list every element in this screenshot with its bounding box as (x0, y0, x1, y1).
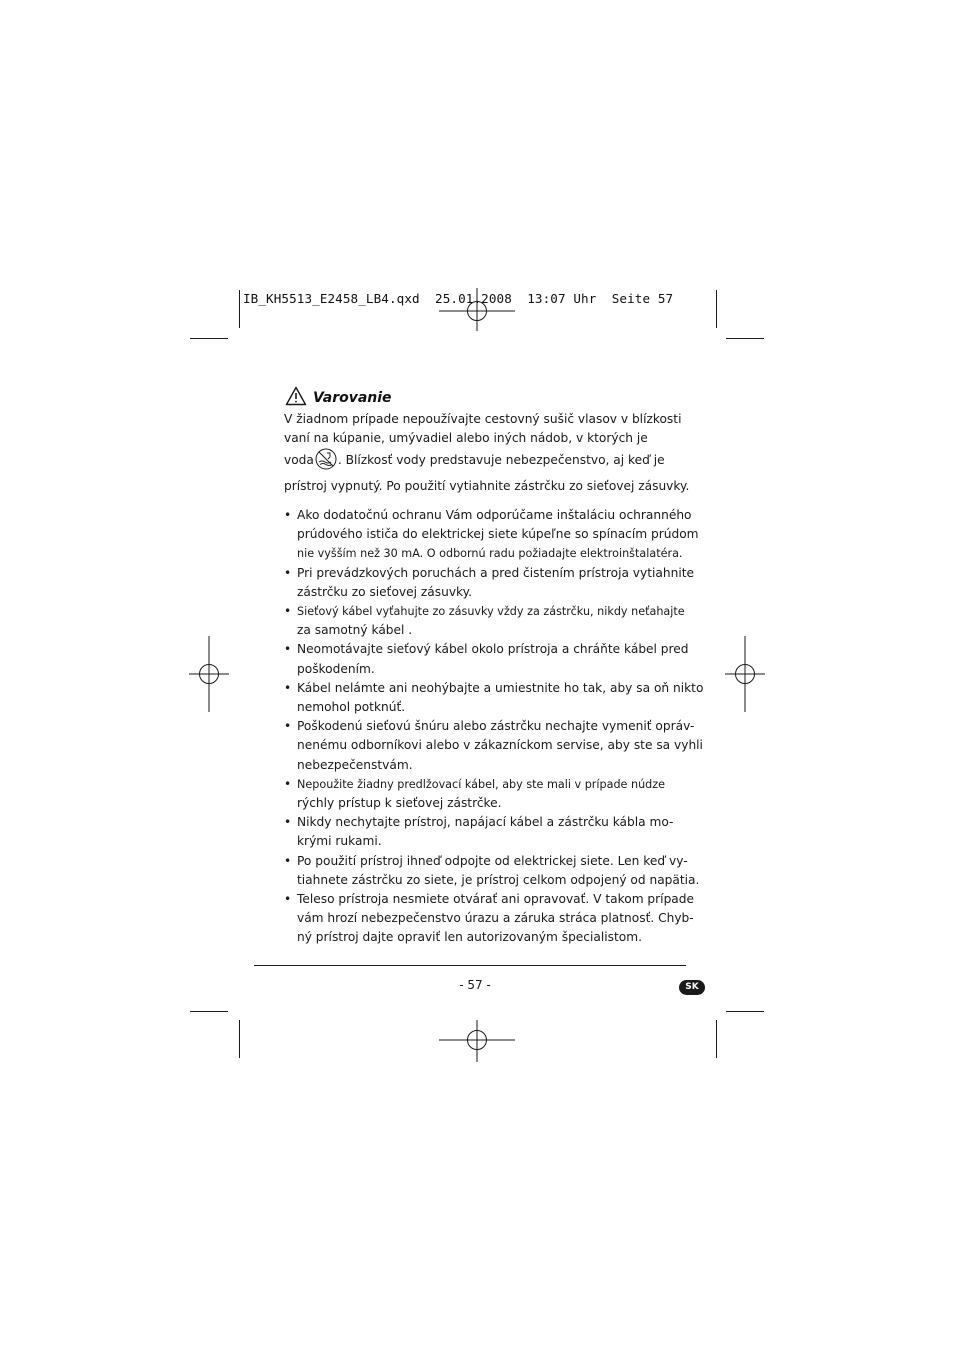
list-item (284, 775, 684, 813)
list-item-line: Nepoužite žiadny predlžovací kábel, aby ste mali v prípade núdze (297, 777, 666, 791)
bullet-icon: • (284, 565, 292, 580)
bullet-icon: • (284, 642, 292, 657)
bullet-icon: • (284, 776, 292, 791)
list-item-line: nebezpečenstvám. (297, 757, 413, 772)
list-item-line: Po použití prístroj ihneď odpojte od elektrickej siete. Len keď vy- (297, 853, 688, 868)
paragraph-line (284, 448, 684, 476)
warning-heading (285, 386, 685, 410)
list-item (284, 813, 684, 851)
list-item-line: nemohol potknúť. (297, 700, 406, 715)
list-item-line: Neomotávajte sieťový kábel okolo prístroja a chráňte kábel pred (297, 642, 689, 657)
list-item-line: krými rukami. (297, 834, 382, 849)
warning-paragraph (284, 410, 690, 496)
list-item (284, 564, 694, 602)
bullet-icon: • (284, 604, 292, 619)
list-item-line: Teleso prístroja nesmiete otvárať ani opravovať. V takom prípade (297, 892, 695, 907)
footer-divider (254, 965, 686, 966)
bullet-icon: • (284, 680, 292, 695)
crop-mark-bottom-left-h (190, 1011, 228, 1012)
bullet-icon: • (284, 508, 292, 522)
list-item (284, 506, 699, 564)
list-item-line: rýchly prístup k sieťovej zástrčke. (297, 796, 502, 811)
crop-mark-bottom-left-v (239, 1020, 240, 1058)
paragraph-line: vaní na kúpanie, umývadiel alebo iných nádob, v ktorých je (284, 431, 648, 446)
registration-mark-top-icon (439, 273, 515, 349)
list-item (284, 640, 689, 678)
bullet-icon: • (284, 815, 292, 830)
list-item-line: nenému odborníkovi alebo v zákazníckom servise, aby ste sa vyhli (297, 738, 703, 753)
paragraph-text: voda (284, 453, 314, 468)
list-item-line: Ako dodatočnú ochranu Vám odporúčame inštaláciu ochranného (297, 508, 692, 522)
crop-mark-top-left-h (190, 338, 228, 339)
list-item (284, 852, 700, 890)
registration-mark-left-icon (171, 636, 247, 712)
crop-mark-top-right-h (726, 338, 764, 339)
bullet-icon: • (284, 719, 292, 734)
registration-mark-bottom-icon (439, 1002, 515, 1078)
crop-mark-top-left-v (239, 290, 240, 328)
page-number: - 57 - (459, 978, 491, 992)
list-item (284, 679, 704, 717)
list-item-line: nie vyšším než 30 mA. O odbornú radu požiadajte elektroinštalatéra. (297, 547, 683, 561)
no-water-icon (315, 448, 337, 476)
crop-mark-bottom-right-v (716, 1020, 717, 1058)
list-item-line: Kábel nelámte ani neohýbajte a umiestnite ho tak, aby sa oň nikto (297, 680, 704, 695)
list-item-line: tiahnete zástrčku zo siete, je prístroj celkom odpojený od napätia. (297, 872, 700, 887)
list-item-line: poškodením. (297, 661, 375, 676)
list-item-line: za samotný kábel . (297, 623, 413, 638)
warning-title: Varovanie (313, 390, 392, 406)
list-item-line: Sieťový kábel vyťahujte zo zásuvky vždy za zástrčku, nikdy neťahajte (297, 605, 685, 619)
paragraph-text: . Blízkosť vody predstavuje nebezpečenstvo, aj keď je (337, 453, 665, 468)
language-badge: SK (679, 980, 705, 995)
list-item-line: Pri prevádzkových poruchách a pred čistením prístroja vytiahnite (297, 565, 694, 580)
list-item-line: Poškodenú sieťovú šnúru alebo zástrčku nechajte vymeniť opráv- (297, 719, 695, 734)
safety-bullet-list (284, 506, 704, 948)
file-slug: IB_KH5513_E2458_LB4.qxd 25.01.2008 13:07 Uhr Seite 57 (243, 291, 674, 306)
crop-mark-bottom-right-h (726, 1011, 764, 1012)
paragraph-line: prístroj vypnutý. Po použití vytiahnite zástrčku zo sieťovej zásuvky. (284, 478, 690, 493)
list-item-line: zástrčku zo sieťovej zásuvky. (297, 584, 473, 599)
list-item (284, 890, 695, 948)
list-item-line: vám hrozí nebezpečenstvo úrazu a záruka stráca platnosť. Chyb- (297, 911, 694, 926)
bullet-icon: • (284, 853, 292, 868)
list-item-line: prúdového ističa do elektrickej siete kúpeľne so spínacím prúdom (297, 527, 699, 542)
list-item-line: ný prístroj dajte opraviť len autorizovaným špecialistom. (297, 930, 642, 945)
list-item (284, 717, 703, 775)
warning-triangle-icon (285, 386, 307, 410)
crop-mark-top-right-v (716, 290, 717, 328)
list-item (284, 602, 684, 640)
registration-mark-right-icon (707, 636, 783, 712)
list-item-line: Nikdy nechytajte prístroj, napájací kábel a zástrčku kábla mo- (297, 815, 674, 830)
paragraph-line: V žiadnom prípade nepoužívajte cestovný sušič vlasov v blízkosti (284, 412, 682, 426)
bullet-icon: • (284, 892, 292, 907)
